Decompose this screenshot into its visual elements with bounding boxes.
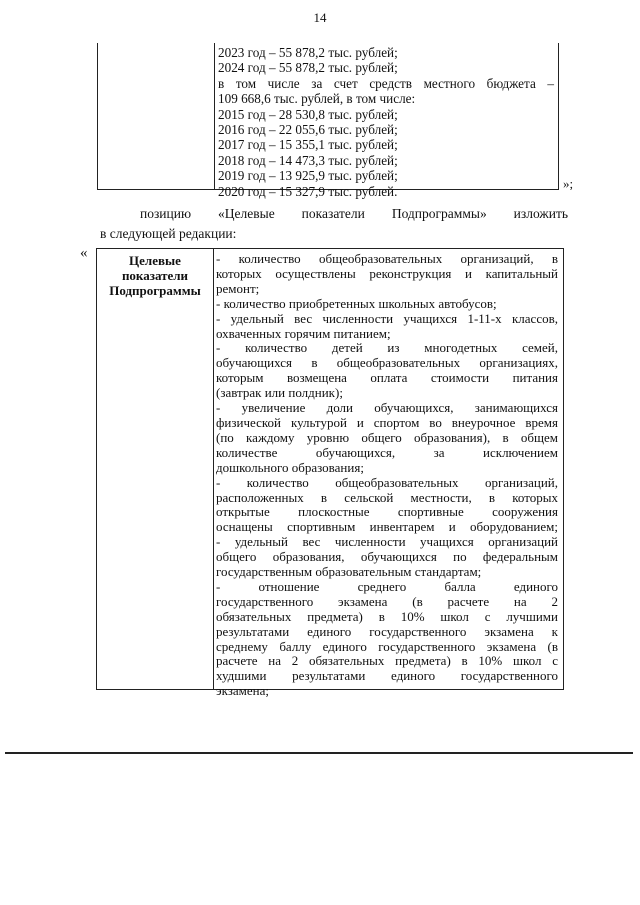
target-line: количестве обучающихся, за исключением <box>216 444 558 460</box>
targets-table <box>96 248 564 699</box>
target-line: оснащены спортивным инвентарем и оборудованием; <box>216 519 558 535</box>
target-line: - удельный вес численности учащихся организаций <box>216 534 558 550</box>
closing-quote-mark: »; <box>563 176 574 191</box>
target-line: открытые плоскостные спортивные сооружения <box>216 504 558 520</box>
target-line: общего образования, обучающихся по федеральным <box>216 549 558 565</box>
target-line: - количество детей из многодетных семей, <box>216 340 558 356</box>
header-line: Подпрограммы <box>109 283 201 298</box>
funding-line: 2018 год – 14 473,3 тыс. рублей; <box>218 152 398 168</box>
header-line: Целевые <box>129 253 181 268</box>
funding-line: 2016 год – 22 055,6 тыс. рублей; <box>218 122 398 138</box>
target-line: которым возмещена оплата стоимости питания <box>216 370 558 386</box>
target-line: - количество общеобразовательных организаций, в <box>216 251 558 266</box>
funding-line: 2015 год – 28 530,8 тыс. рублей; <box>218 106 398 122</box>
opening-quote-mark: « <box>80 245 88 261</box>
targets-header-cell <box>97 253 213 298</box>
funding-line: в том числе за счет средств местного бюджета – <box>218 75 554 91</box>
instruction-line-1 <box>100 206 568 222</box>
funding-line: 2017 год – 15 355,1 тыс. рублей; <box>218 137 398 153</box>
header-line: показатели <box>121 268 189 283</box>
target-line: - количество общеобразовательных организаций, <box>216 474 558 490</box>
target-line: среднему баллу единого государственного экзамена (в <box>216 638 558 654</box>
target-line: - отношение среднего балла единого <box>216 578 558 594</box>
target-line: дошкольного образования; <box>216 459 364 475</box>
funding-table <box>97 43 559 199</box>
target-line: которых осуществлены реконструкция и капитальный <box>216 265 558 281</box>
funding-line: 2023 год – 55 878,2 тыс. рублей; <box>218 45 398 60</box>
target-line: - количество приобретенных школьных автобусов; <box>216 295 497 311</box>
target-line: обучающихся в общеобразовательных организациях, <box>216 355 558 371</box>
target-line: охваченных горячим питанием; <box>216 325 391 341</box>
target-line: государственным образовательным стандартам; <box>216 564 482 580</box>
column-divider <box>213 249 214 689</box>
target-line: - увеличение доли обучающихся, занимающихся <box>216 400 558 416</box>
footer-rule <box>5 752 633 754</box>
target-line: (завтрак или полдник); <box>216 385 343 401</box>
target-line: физической культурой и спортом во внеурочное время <box>216 414 558 430</box>
funding-line: 2019 год – 13 925,9 тыс. рублей; <box>218 168 398 184</box>
target-line: расчете на 2 обязательных предмета) в 10% школ с <box>216 653 558 669</box>
funding-text <box>218 45 554 199</box>
funding-line: 2020 год – 15 327,9 тыс. рублей. <box>218 183 398 199</box>
target-line: ремонт; <box>216 280 260 296</box>
target-line: (по каждому уровню общего образования), в общем <box>216 429 558 445</box>
funding-line: 109 668,6 тыс. рублей, в том числе: <box>218 91 416 107</box>
page-number: 14 <box>313 10 327 25</box>
target-line: экзамена; <box>216 683 269 699</box>
targets-text <box>216 252 558 699</box>
target-line: расположенных в сельской местности, в которых <box>216 489 558 505</box>
target-line: государственного экзамена (в расчете на 2 <box>216 593 558 609</box>
column-divider <box>214 43 215 189</box>
target-line: результатами единого государственного экзамена к <box>216 623 558 639</box>
funding-line: 2024 год – 55 878,2 тыс. рублей; <box>218 60 398 76</box>
target-line: худшими результатами единого государственного <box>216 668 558 684</box>
instruction-text: позицию «Целевые показатели Подпрограммы» изложить <box>140 206 568 221</box>
target-line: обязательных предмета) в 10% школ с лучшими <box>216 608 558 624</box>
instruction-line-2: в следующей редакции: <box>100 226 237 241</box>
target-line: - удельный вес численности учащихся 1-11-х классов, <box>216 310 558 326</box>
